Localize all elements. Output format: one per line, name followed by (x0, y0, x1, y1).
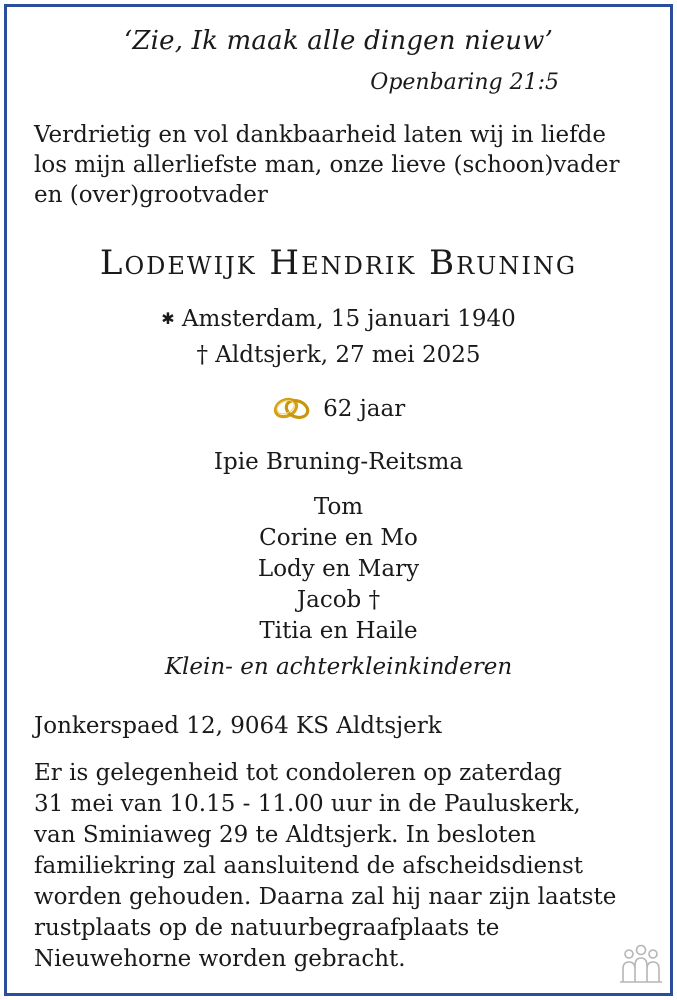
grandchildren-line: Klein- en achterkleinkinderen (164, 654, 513, 680)
death-details: Aldtsjerk, 27 mei 2025 (215, 342, 481, 368)
intro-line: Verdrietig en vol dankbaarheid laten wij in liefde (34, 122, 606, 148)
deceased-name: Lodewijk Hendrik Bruning (99, 243, 578, 283)
intro-text (34, 120, 654, 210)
birth-details: Amsterdam, 15 januari 1940 (181, 306, 516, 332)
address: Jonkerspaed 12, 9064 KS Aldtsjerk (34, 713, 442, 739)
wedding-rings-icon (272, 394, 312, 426)
list-item: Jacob † (296, 587, 381, 613)
marriage-line (0, 394, 677, 426)
death-symbol-icon: † (196, 342, 208, 368)
children-list (0, 492, 677, 647)
death-line (0, 342, 677, 368)
condolence-text (34, 758, 654, 975)
condolence-line: 31 mei van 10.15 - 11.00 uur in de Pauluskerk, (34, 791, 581, 817)
list-item: Tom (313, 494, 364, 520)
condolence-line: worden gehouden. Daarna zal hij naar zijn laatste (34, 884, 617, 910)
condolence-line: van Sminiaweg 29 te Aldtsjerk. In besloten (34, 822, 536, 848)
condolence-line: rustplaats op de natuurbegraafplaats te (34, 915, 500, 941)
birth-symbol-icon: ✱ (161, 309, 175, 328)
bible-quote: ‘Zie, Ik maak alle dingen nieuw’ (123, 26, 554, 56)
marriage-years: 62 jaar (323, 396, 406, 422)
spouse-name: Ipie Bruning-Reitsma (213, 449, 464, 475)
list-item: Corine en Mo (259, 525, 418, 551)
people-group-icon (618, 944, 664, 988)
condolence-line: Er is gelegenheid tot condoleren op zaterdag (34, 760, 563, 786)
list-item: Lody en Mary (257, 556, 420, 582)
quote-source: Openbaring 21:5 (370, 70, 559, 95)
condolence-line: familiekring zal aansluitend de afscheidsdienst (34, 853, 584, 879)
list-item: Titia en Haile (259, 618, 418, 644)
intro-line: los mijn allerliefste man, onze lieve (schoon)vader (34, 152, 620, 178)
condolence-line: Nieuwehorne worden gebracht. (34, 946, 406, 972)
intro-line: en (over)grootvader (34, 182, 268, 208)
birth-line (0, 306, 677, 332)
